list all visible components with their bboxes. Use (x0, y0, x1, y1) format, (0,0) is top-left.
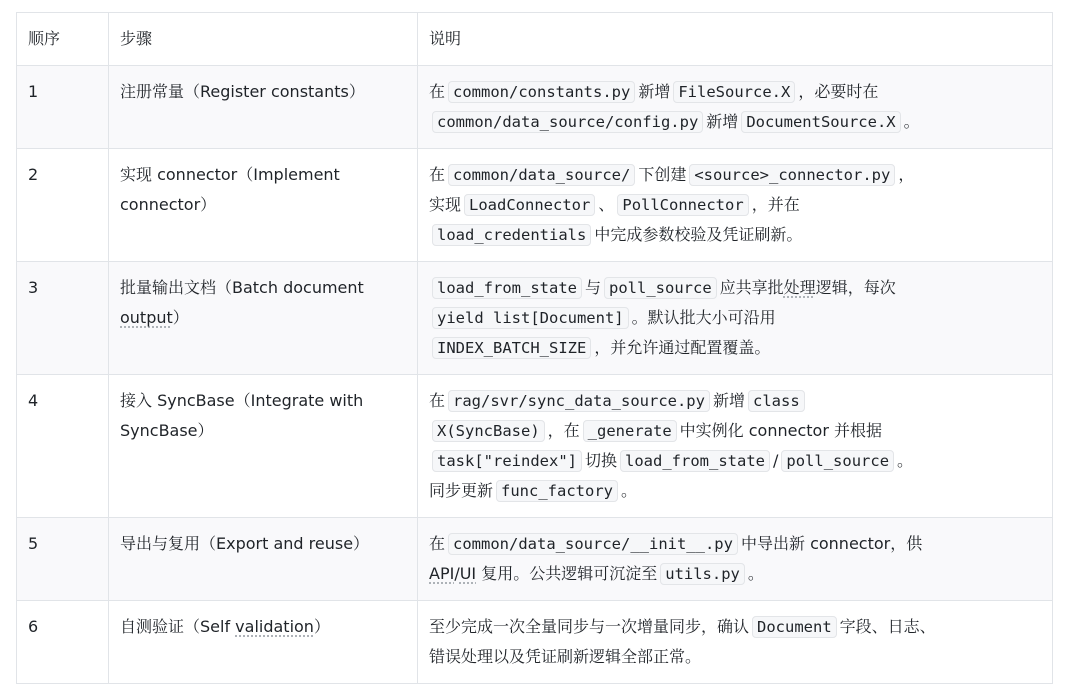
table-row (17, 518, 1053, 601)
text-segment: 。 (897, 451, 914, 470)
text-segment: 、 (598, 195, 615, 214)
cell-order: 6 (17, 601, 109, 684)
text-segment: ，并在 (751, 195, 800, 214)
cell-order: 5 (17, 518, 109, 601)
text-segment: ， (898, 165, 915, 184)
text-segment: 新增 (706, 112, 739, 131)
text-segment: 在 (429, 165, 446, 184)
header-description: 说明 (418, 13, 1053, 66)
text-segment: 新增 (638, 82, 671, 101)
steps-table (16, 12, 1053, 684)
inline-code: load_from_state (432, 277, 582, 299)
inline-code: utils.py (660, 563, 745, 585)
inline-code: common/data_source/ (448, 164, 635, 186)
underlined-text: API (429, 564, 455, 583)
inline-code: DocumentSource.X (741, 111, 900, 133)
inline-code: func_factory (496, 480, 618, 502)
cell-step: 实现 connector（Implement connector） (109, 149, 418, 262)
text-segment: 中实例化 connector 并根据 (679, 421, 882, 440)
inline-code: Document (752, 616, 837, 638)
table-row (17, 66, 1053, 149)
table-body (17, 66, 1053, 684)
text-segment: 中导出新 connector，供 (740, 534, 923, 553)
text-segment: 在 (429, 534, 446, 553)
text-segment: 。 (903, 112, 920, 131)
text-segment: 切换 (584, 451, 617, 470)
inline-code: _generate (583, 420, 677, 442)
inline-code: LoadConnector (464, 194, 595, 216)
text-segment: ） (313, 617, 330, 636)
inline-code: poll_source (781, 450, 894, 472)
header-step: 步骤 (109, 13, 418, 66)
cell-order: 3 (17, 262, 109, 375)
text-segment: 。 (747, 564, 764, 583)
cell-description (418, 66, 1053, 149)
inline-code: common/data_source/config.py (432, 111, 703, 133)
inline-code: FileSource.X (673, 81, 795, 103)
table-header (17, 13, 1053, 66)
text-segment: 在 (429, 82, 446, 101)
inline-code: common/constants.py (448, 81, 635, 103)
text-segment: 自测验证（Self (120, 617, 236, 636)
cell-step: 注册常量（Register constants） (109, 66, 418, 149)
cell-step (109, 262, 418, 375)
text-segment: ） (172, 308, 189, 327)
text-segment: 同步更新 (429, 481, 494, 500)
text-segment: ，并允许通过配置覆盖。 (594, 338, 771, 357)
text-segment: 实现 (429, 195, 462, 214)
text-segment: 应共享批 (719, 278, 784, 297)
inline-code: common/data_source/__init__.py (448, 533, 738, 555)
text-segment: / (454, 564, 460, 583)
cell-description (418, 149, 1053, 262)
text-segment: 与 (584, 278, 601, 297)
underlined-text: validation (235, 617, 314, 636)
text-segment: 字段、日志、 (839, 617, 936, 636)
cell-description (418, 375, 1053, 518)
text-segment: 在 (429, 391, 446, 410)
inline-code: X(SyncBase) (432, 420, 545, 442)
cell-step: 接入 SyncBase（Integrate with SyncBase） (109, 375, 418, 518)
underlined-text: output (120, 308, 173, 327)
cell-order: 4 (17, 375, 109, 518)
text-segment: 。默认批大小可沿用 (631, 308, 776, 327)
text-segment: 至少完成一次全量同步与一次增量同步，确认 (429, 617, 750, 636)
text-segment: 错误处理以及凭证刷新逻辑全部正常。 (429, 647, 702, 666)
cell-order: 2 (17, 149, 109, 262)
inline-code: class (748, 390, 805, 412)
cell-description (418, 518, 1053, 601)
cell-step: 导出与复用（Export and reuse） (109, 518, 418, 601)
inline-code: rag/svr/sync_data_source.py (448, 390, 710, 412)
table-row (17, 149, 1053, 262)
cell-description (418, 601, 1053, 684)
table-row (17, 375, 1053, 518)
underlined-text: UI (459, 564, 477, 583)
table-row (17, 262, 1053, 375)
header-order: 顺序 (17, 13, 109, 66)
inline-code: PollConnector (617, 194, 748, 216)
text-segment: ，必要时在 (798, 82, 879, 101)
cell-order: 1 (17, 66, 109, 149)
text-segment: 逻辑，每次 (815, 278, 896, 297)
inline-code: load_from_state (620, 450, 770, 472)
inline-code: <source>_connector.py (689, 164, 895, 186)
header-row (17, 13, 1053, 66)
text-segment: 复用。公共逻辑可沉淀至 (476, 564, 658, 583)
underlined-text: 处理 (783, 278, 816, 297)
cell-step (109, 601, 418, 684)
text-segment: ，在 (547, 421, 580, 440)
table-row (17, 601, 1053, 684)
text-segment: 中完成参数校验及凭证刷新。 (594, 225, 803, 244)
text-segment: 批量输出文档（Batch document (120, 278, 364, 297)
inline-code: INDEX_BATCH_SIZE (432, 337, 591, 359)
text-segment: 新增 (712, 391, 745, 410)
text-segment: 下创建 (638, 165, 687, 184)
inline-code: poll_source (604, 277, 717, 299)
inline-code: load_credentials (432, 224, 591, 246)
cell-description (418, 262, 1053, 375)
text-segment: 。 (621, 481, 638, 500)
text-segment: / (772, 451, 779, 470)
inline-code: task["reindex"] (432, 450, 582, 472)
inline-code: yield list[Document] (432, 307, 629, 329)
